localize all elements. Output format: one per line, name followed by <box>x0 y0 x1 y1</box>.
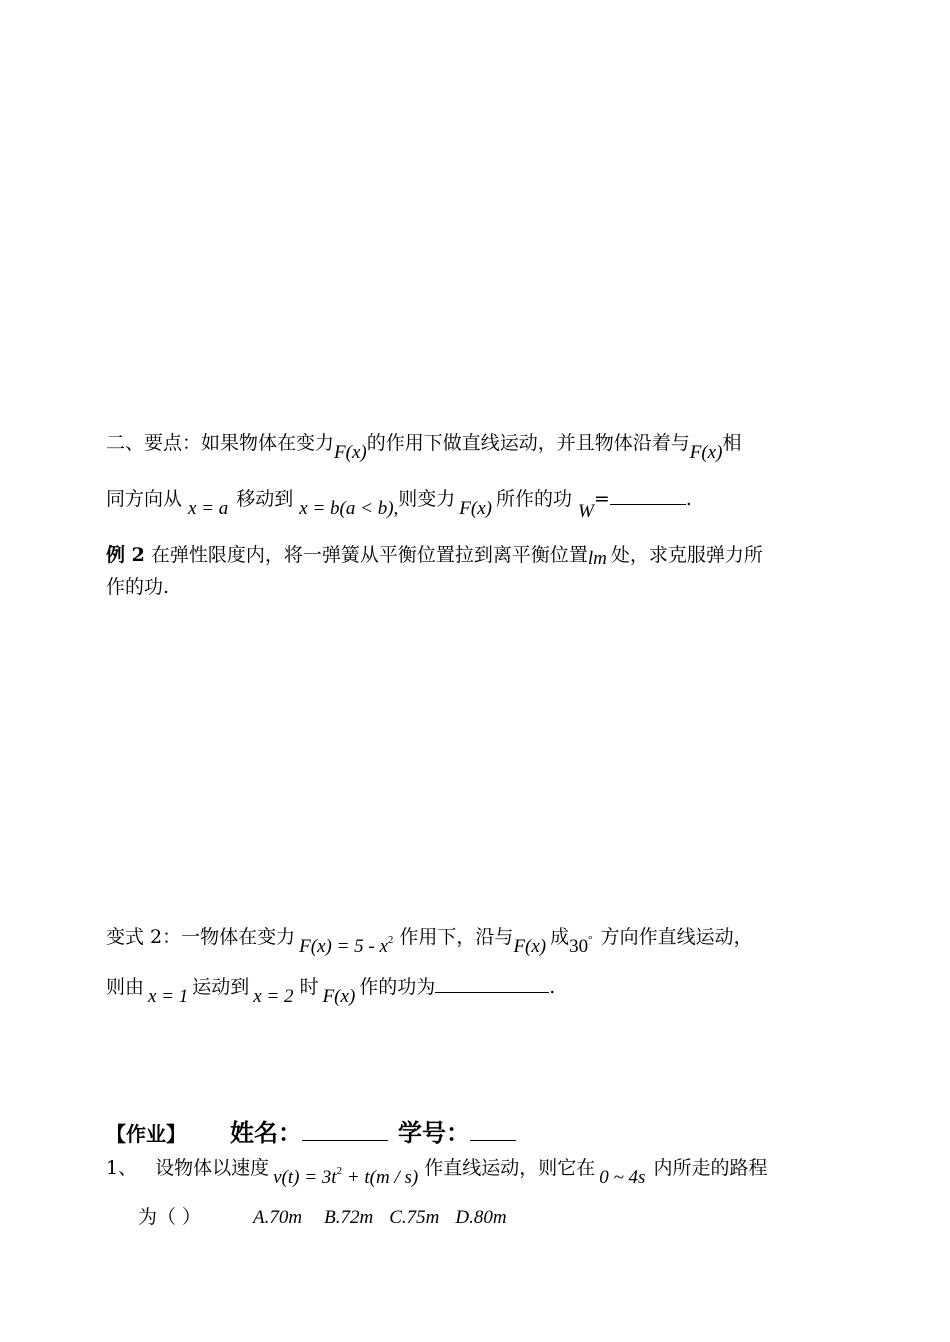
text: 作的功. <box>106 576 170 598</box>
text: 方向作直线运动， <box>600 926 753 948</box>
section2-prefix: 二、要点：如果物体在变力 <box>106 432 335 454</box>
homework-label: 【作业】 <box>106 1122 186 1146</box>
section2-line2 <box>106 487 692 522</box>
angle-value <box>569 936 592 957</box>
question1-line2 <box>138 1205 507 1230</box>
formula-text: v(t) = 3t <box>273 1167 337 1188</box>
text: 作用下，沿与 <box>399 926 514 948</box>
period: . <box>685 488 692 510</box>
section2-line1 <box>106 431 742 463</box>
example2-line1 <box>106 543 763 568</box>
text: 处，求克服弹力所 <box>610 544 763 566</box>
degree-symbol: ° <box>588 934 593 946</box>
student-id-field[interactable] <box>470 1120 516 1141</box>
lm-unit: lm <box>587 548 607 569</box>
example2-label: 例 2 <box>106 544 145 566</box>
text: 变式 2：一物体在变力 <box>106 926 296 948</box>
exponent: 2 <box>336 1165 343 1177</box>
section2-mid: 的作用下做直线运动，并且物体沿着与 <box>366 432 690 454</box>
option-c[interactable]: C.75m <box>389 1207 440 1228</box>
answer-blank[interactable] <box>610 488 686 505</box>
text: 成 <box>550 926 570 948</box>
velocity-formula <box>273 1167 418 1188</box>
student-id-label: 学号： <box>398 1119 470 1147</box>
text: 设物体以速度 <box>155 1157 270 1179</box>
text: 运动到 <box>192 976 250 998</box>
time-range: 0 ~ 4s <box>599 1167 646 1188</box>
question-number: 1、 <box>106 1157 138 1179</box>
text: 时 <box>299 976 319 998</box>
option-d[interactable]: D.80m <box>455 1207 507 1228</box>
work-symbol: W <box>578 501 594 522</box>
variant2-line1 <box>106 919 753 957</box>
fx-formula: F(x) <box>459 498 492 519</box>
question1-line1 <box>106 1150 768 1188</box>
equals-sign: = <box>593 488 610 510</box>
example2-line2 <box>106 575 169 599</box>
text: 内所走的路程 <box>653 1157 768 1179</box>
fx-formula: F(x) <box>689 442 723 463</box>
text: 在弹性限度内，将一弹簧从平衡位置拉到离平衡位置 <box>150 544 588 566</box>
section2-tail: 相 <box>722 432 742 454</box>
text: 为（ ） <box>138 1206 202 1228</box>
x-eq-a-formula: x = a <box>188 498 229 519</box>
text: 移动到 <box>236 488 294 510</box>
force-formula <box>299 936 393 957</box>
name-field[interactable] <box>302 1120 388 1141</box>
x2-formula: x = 2 <box>253 986 294 1007</box>
fx-formula: F(x) <box>513 936 547 957</box>
homework-header <box>106 1118 516 1150</box>
answer-blank[interactable] <box>435 976 549 993</box>
text: 作的功为 <box>359 976 436 998</box>
angle-number: 30 <box>569 936 589 957</box>
fx-formula: F(x) <box>322 986 356 1007</box>
x1-formula: x = 1 <box>148 986 189 1007</box>
formula-text: F(x) = 5 - x <box>299 936 388 957</box>
formula-text: + t(m / s) <box>342 1167 419 1188</box>
period: . <box>549 976 556 998</box>
text: 同方向从 <box>106 488 183 510</box>
text: 则由 <box>106 976 145 998</box>
fx-formula: F(x) <box>334 442 367 463</box>
text: 作直线运动，则它在 <box>424 1157 596 1179</box>
x-eq-b-formula: x = b(a < b), <box>299 498 399 519</box>
name-label: 姓名： <box>230 1119 302 1147</box>
option-a[interactable]: A.70m <box>253 1207 303 1228</box>
exponent: 2 <box>387 934 394 946</box>
text: 则变力 <box>398 488 456 510</box>
text: 所作的功 <box>496 488 573 510</box>
option-b[interactable]: B.72m <box>324 1207 374 1228</box>
variant2-line2 <box>106 975 556 1007</box>
